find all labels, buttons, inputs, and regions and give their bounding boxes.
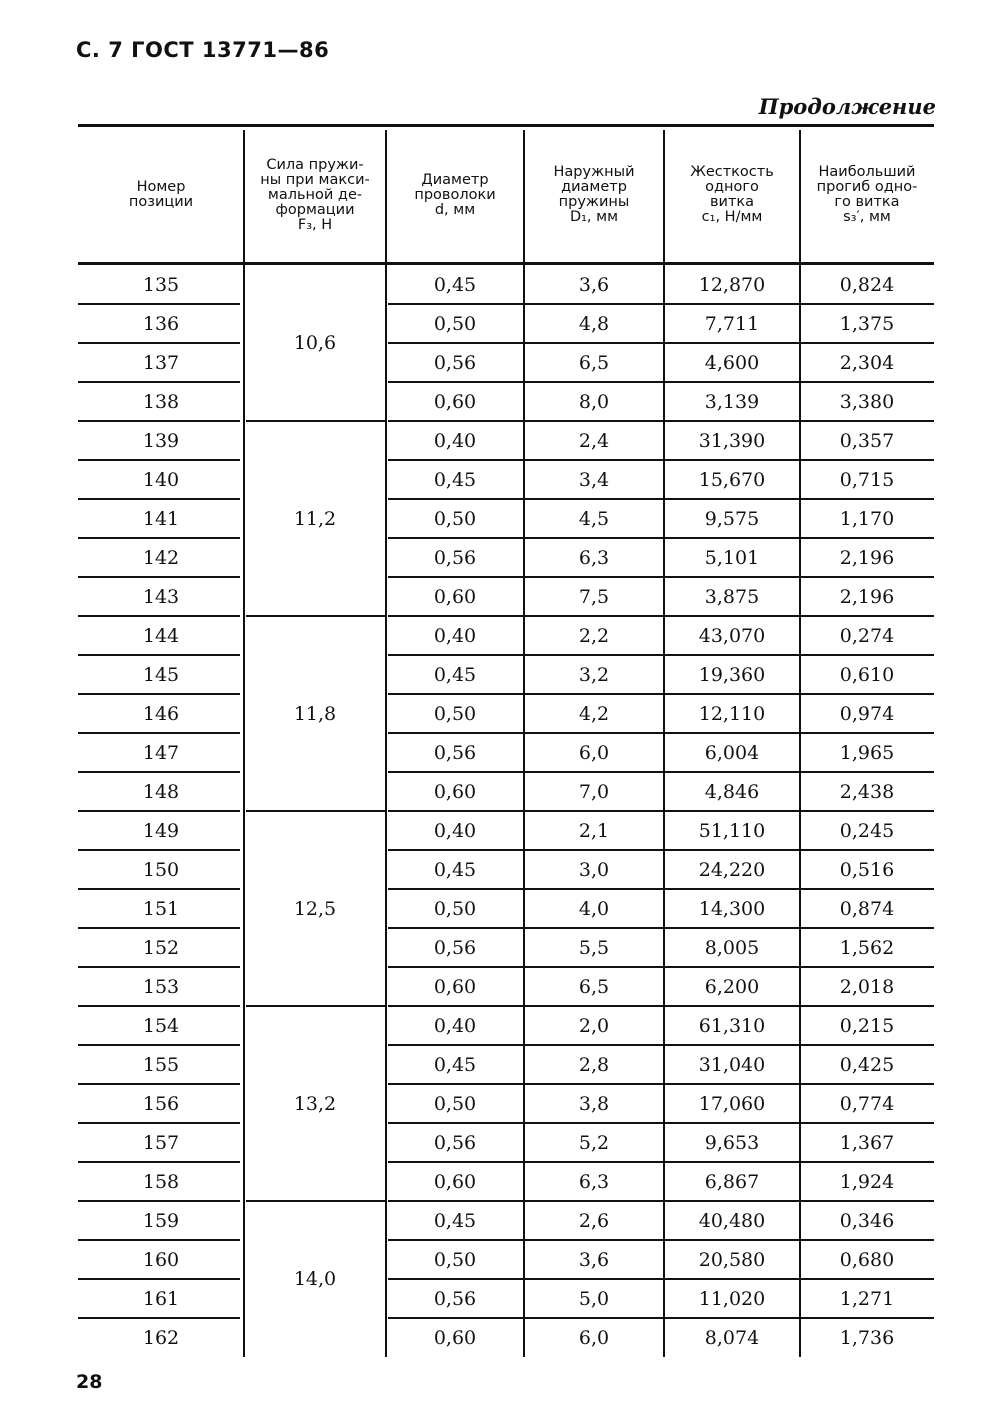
coil-stiffness: 14,300 (698, 897, 766, 920)
position-number: 136 (142, 312, 180, 335)
wire-diameter: 0,40 (433, 1014, 477, 1037)
header-column-divider (523, 130, 525, 262)
max-coil-deflection: 0,425 (839, 1053, 895, 1076)
header-column-divider (385, 130, 387, 262)
page-number: 28 (76, 1371, 103, 1393)
outer-diameter: 6,0 (578, 741, 610, 764)
header-cell-5 (664, 130, 800, 260)
coil-stiffness: 4,846 (704, 780, 760, 803)
wire-diameter: 0,50 (433, 702, 477, 725)
outer-diameter: 4,0 (578, 897, 610, 920)
body-column-divider (243, 265, 245, 1357)
max-coil-deflection: 0,824 (839, 273, 895, 296)
continued-label: Продолжение (758, 94, 936, 119)
position-number: 161 (142, 1287, 180, 1310)
max-coil-deflection: 2,196 (839, 546, 895, 569)
position-number: 139 (142, 429, 180, 452)
position-number: 142 (142, 546, 180, 569)
wire-diameter: 0,60 (433, 1170, 477, 1193)
outer-diameter: 6,3 (578, 546, 610, 569)
position-number: 159 (142, 1209, 180, 1232)
coil-stiffness: 31,040 (698, 1053, 766, 1076)
max-coil-deflection: 0,215 (839, 1014, 895, 1037)
wire-diameter: 0,50 (433, 1248, 477, 1271)
outer-diameter: 8,0 (578, 390, 610, 413)
header-cell-3 (386, 130, 524, 260)
wire-diameter: 0,56 (433, 1131, 477, 1154)
coil-stiffness: 6,867 (704, 1170, 760, 1193)
coil-stiffness: 5,101 (704, 546, 760, 569)
outer-diameter: 6,5 (578, 975, 610, 998)
max-deformation-force: 11,8 (293, 702, 337, 725)
max-deformation-force: 10,6 (293, 332, 337, 354)
outer-diameter: 2,2 (578, 624, 610, 647)
outer-diameter: 5,0 (578, 1287, 610, 1310)
max-coil-deflection: 0,874 (839, 897, 895, 920)
outer-diameter: 3,2 (578, 663, 610, 686)
position-number: 144 (142, 624, 180, 647)
position-number: 149 (142, 819, 180, 842)
wire-diameter: 0,56 (433, 546, 477, 569)
header-column-divider (663, 130, 665, 262)
position-number: 146 (142, 702, 180, 725)
outer-diameter: 2,1 (578, 819, 610, 842)
max-coil-deflection: 1,367 (839, 1131, 895, 1154)
body-column-divider (385, 265, 387, 1357)
position-number: 151 (142, 897, 180, 920)
max-coil-deflection: 1,170 (839, 507, 895, 530)
coil-stiffness: 9,653 (704, 1131, 760, 1154)
max-coil-deflection: 1,736 (839, 1326, 895, 1349)
coil-stiffness: 3,875 (704, 585, 760, 608)
coil-stiffness: 6,004 (704, 741, 760, 764)
header-column-divider (799, 130, 801, 262)
max-coil-deflection: 1,965 (839, 741, 895, 764)
outer-diameter: 6,5 (578, 351, 610, 374)
wire-diameter: 0,50 (433, 897, 477, 920)
outer-diameter: 3,0 (578, 858, 610, 881)
coil-stiffness: 11,020 (698, 1287, 766, 1310)
wire-diameter: 0,45 (433, 1209, 477, 1232)
outer-diameter: 5,2 (578, 1131, 610, 1154)
position-number: 138 (142, 390, 180, 413)
coil-stiffness: 8,074 (704, 1326, 760, 1349)
coil-stiffness: 3,139 (704, 390, 760, 413)
outer-diameter: 3,8 (578, 1092, 610, 1115)
wire-diameter: 0,40 (433, 429, 477, 452)
coil-stiffness: 12,110 (698, 702, 766, 725)
position-number: 140 (142, 468, 180, 491)
wire-diameter: 0,40 (433, 624, 477, 647)
header-label-6: Наибольший прогиб одно- го витка s₃′, мм (816, 164, 918, 225)
position-number: 153 (142, 975, 180, 998)
position-number: 160 (142, 1248, 180, 1271)
coil-stiffness: 43,070 (698, 624, 766, 647)
wire-diameter: 0,45 (433, 663, 477, 686)
position-number: 150 (142, 858, 180, 881)
max-coil-deflection: 0,245 (839, 819, 895, 842)
coil-stiffness: 31,390 (698, 429, 766, 452)
header-label-1: Номер позиции (128, 179, 194, 210)
max-deformation-force: 11,2 (293, 507, 337, 530)
page-header: С. 7 ГОСТ 13771—86 (76, 38, 330, 62)
wire-diameter: 0,60 (433, 975, 477, 998)
position-number: 135 (142, 273, 180, 296)
max-deformation-force: 14,0 (293, 1268, 337, 1290)
outer-diameter: 5,5 (578, 936, 610, 959)
max-coil-deflection: 0,346 (839, 1209, 895, 1232)
max-coil-deflection: 3,380 (839, 390, 895, 413)
wire-diameter: 0,45 (433, 858, 477, 881)
coil-stiffness: 40,480 (698, 1209, 766, 1232)
outer-diameter: 2,6 (578, 1209, 610, 1232)
wire-diameter: 0,60 (433, 390, 477, 413)
max-coil-deflection: 2,196 (839, 585, 895, 608)
header-label-2: Сила пружи- ны при макси- мальной де- формации F₃, Н (260, 156, 370, 233)
coil-stiffness: 20,580 (698, 1248, 766, 1271)
header-cell-4 (524, 130, 664, 260)
max-coil-deflection: 1,271 (839, 1287, 895, 1310)
outer-diameter: 3,6 (578, 273, 610, 296)
table-top-rule (78, 124, 934, 127)
outer-diameter: 7,0 (578, 780, 610, 803)
header-column-divider (243, 130, 245, 262)
max-coil-deflection: 0,610 (839, 663, 895, 686)
coil-stiffness: 17,060 (698, 1092, 766, 1115)
header-label-5: Жесткость одного витка c₁, Н/мм (690, 164, 774, 225)
max-coil-deflection: 0,715 (839, 468, 895, 491)
body-column-divider (523, 265, 525, 1357)
coil-stiffness: 51,110 (698, 819, 766, 842)
outer-diameter: 6,3 (578, 1170, 610, 1193)
header-cell-2 (244, 130, 386, 260)
header-label-3: Диаметр проволоки d, мм (414, 171, 496, 218)
outer-diameter: 6,0 (578, 1326, 610, 1349)
body-column-divider (663, 265, 665, 1357)
outer-diameter: 2,0 (578, 1014, 610, 1037)
header-label-4: Наружный диаметр пружины D₁, мм (553, 164, 635, 225)
coil-stiffness: 6,200 (704, 975, 760, 998)
coil-stiffness: 4,600 (704, 351, 760, 374)
wire-diameter: 0,45 (433, 273, 477, 296)
coil-stiffness: 19,360 (698, 663, 766, 686)
position-number: 152 (142, 936, 180, 959)
position-number: 141 (142, 507, 180, 530)
position-number: 158 (142, 1170, 180, 1193)
position-number: 148 (142, 780, 180, 803)
max-coil-deflection: 2,018 (839, 975, 895, 998)
wire-diameter: 0,60 (433, 780, 477, 803)
outer-diameter: 7,5 (578, 585, 610, 608)
coil-stiffness: 61,310 (698, 1014, 766, 1037)
outer-diameter: 3,6 (578, 1248, 610, 1271)
max-coil-deflection: 1,375 (839, 312, 895, 335)
outer-diameter: 2,8 (578, 1053, 610, 1076)
wire-diameter: 0,45 (433, 468, 477, 491)
outer-diameter: 4,8 (578, 312, 610, 335)
wire-diameter: 0,56 (433, 351, 477, 374)
position-number: 145 (142, 663, 180, 686)
header-cell-1 (78, 130, 244, 260)
max-deformation-force: 12,5 (293, 897, 337, 920)
max-coil-deflection: 1,924 (839, 1170, 895, 1193)
position-number: 137 (142, 351, 180, 374)
outer-diameter: 2,4 (578, 429, 610, 452)
wire-diameter: 0,50 (433, 1092, 477, 1115)
max-deformation-force: 13,2 (293, 1092, 337, 1115)
wire-diameter: 0,60 (433, 585, 477, 608)
max-coil-deflection: 2,304 (839, 351, 895, 374)
max-coil-deflection: 0,774 (839, 1092, 895, 1115)
body-column-divider (799, 265, 801, 1357)
wire-diameter: 0,56 (433, 741, 477, 764)
max-coil-deflection: 0,974 (839, 702, 895, 725)
outer-diameter: 3,4 (578, 468, 610, 491)
max-coil-deflection: 0,357 (839, 429, 895, 452)
max-coil-deflection: 2,438 (839, 780, 895, 803)
coil-stiffness: 12,870 (698, 273, 766, 296)
position-number: 143 (142, 585, 180, 608)
position-number: 156 (142, 1092, 180, 1115)
wire-diameter: 0,40 (433, 819, 477, 842)
position-number: 155 (142, 1053, 180, 1076)
coil-stiffness: 15,670 (698, 468, 766, 491)
max-coil-deflection: 0,680 (839, 1248, 895, 1271)
position-number: 157 (142, 1131, 180, 1154)
outer-diameter: 4,5 (578, 507, 610, 530)
coil-stiffness: 7,711 (704, 312, 760, 335)
position-number: 162 (142, 1326, 180, 1349)
position-number: 154 (142, 1014, 180, 1037)
wire-diameter: 0,50 (433, 507, 477, 530)
max-coil-deflection: 0,516 (839, 858, 895, 881)
max-coil-deflection: 0,274 (839, 624, 895, 647)
spring-data-table (78, 124, 934, 1352)
coil-stiffness: 9,575 (704, 507, 760, 530)
position-number: 147 (142, 741, 180, 764)
wire-diameter: 0,60 (433, 1326, 477, 1349)
header-cell-6 (800, 130, 934, 260)
wire-diameter: 0,45 (433, 1053, 477, 1076)
outer-diameter: 4,2 (578, 702, 610, 725)
wire-diameter: 0,56 (433, 1287, 477, 1310)
wire-diameter: 0,56 (433, 936, 477, 959)
coil-stiffness: 24,220 (698, 858, 766, 881)
wire-diameter: 0,50 (433, 312, 477, 335)
max-coil-deflection: 1,562 (839, 936, 895, 959)
coil-stiffness: 8,005 (704, 936, 760, 959)
